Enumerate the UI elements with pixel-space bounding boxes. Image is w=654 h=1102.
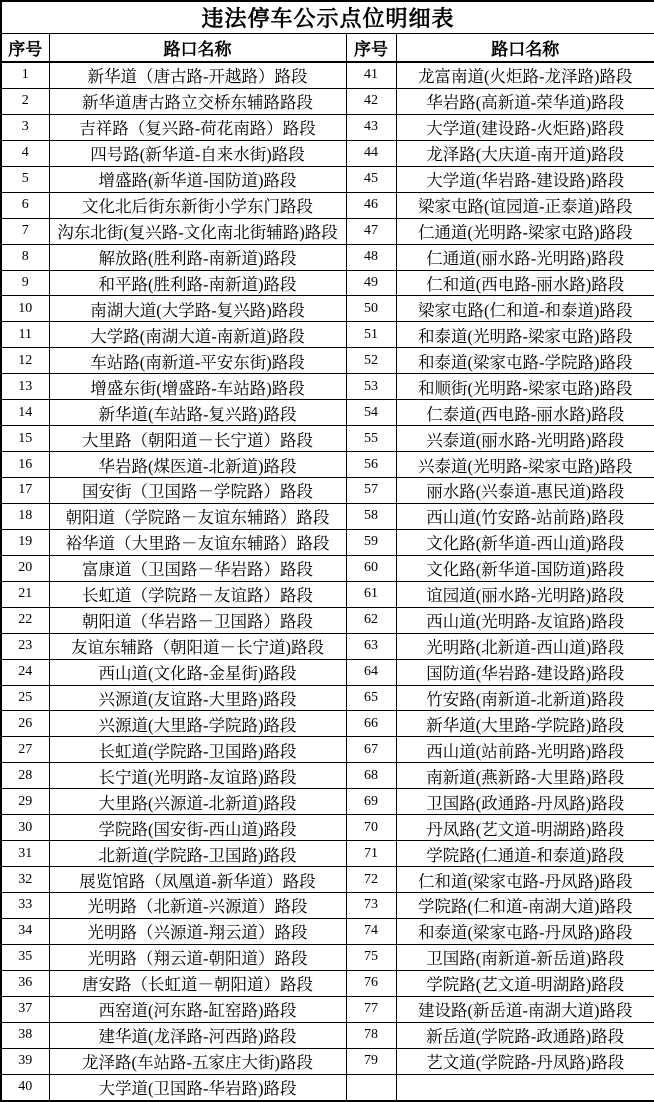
serial-cell: 28 — [1, 763, 49, 789]
road-name-cell: 竹安路(南新道-北新道)路段 — [396, 685, 654, 711]
serial-cell — [346, 1074, 396, 1101]
header-road-name-left: 路口名称 — [49, 34, 346, 63]
serial-cell: 47 — [346, 218, 396, 244]
table-row — [1, 166, 654, 192]
serial-cell: 46 — [346, 192, 396, 218]
table-row — [1, 452, 654, 478]
serial-cell: 45 — [346, 166, 396, 192]
serial-cell: 27 — [1, 737, 49, 763]
table-header-row — [1, 34, 654, 63]
road-name-cell: 兴泰道(丽水路-光明路)路段 — [396, 426, 654, 452]
road-name-cell: 和泰道(梁家屯路-学院路)路段 — [396, 348, 654, 374]
table-row — [1, 503, 654, 529]
road-name-cell: 和泰道(梁家屯路-丹凤路)路段 — [396, 918, 654, 944]
serial-cell: 25 — [1, 685, 49, 711]
serial-cell: 29 — [1, 789, 49, 815]
road-name-cell: 和顺街(光明路-梁家屯路)路段 — [396, 374, 654, 400]
road-name-cell: 新华道(大里路-学院路)路段 — [396, 711, 654, 737]
serial-cell: 22 — [1, 607, 49, 633]
serial-cell: 67 — [346, 737, 396, 763]
road-name-cell: 仁泰道(西电路-丽水路)路段 — [396, 400, 654, 426]
serial-cell: 64 — [346, 659, 396, 685]
serial-cell: 11 — [1, 322, 49, 348]
serial-cell: 20 — [1, 555, 49, 581]
serial-cell: 1 — [1, 62, 49, 88]
serial-cell: 48 — [346, 244, 396, 270]
table-row — [1, 374, 654, 400]
table-row — [1, 270, 654, 296]
serial-cell: 69 — [346, 789, 396, 815]
serial-cell: 77 — [346, 996, 396, 1022]
road-name-cell: 仁通道(光明路-梁家屯路)路段 — [396, 218, 654, 244]
serial-cell: 37 — [1, 996, 49, 1022]
road-name-cell: 仁和道(西电路-丽水路)路段 — [396, 270, 654, 296]
serial-cell: 10 — [1, 296, 49, 322]
table-title-row — [1, 1, 654, 34]
header-serial-right: 序号 — [346, 34, 396, 63]
table-row — [1, 140, 654, 166]
serial-cell: 63 — [346, 633, 396, 659]
table-row — [1, 996, 654, 1022]
serial-cell: 60 — [346, 555, 396, 581]
table-row — [1, 244, 654, 270]
road-name-cell — [396, 1074, 654, 1101]
serial-cell: 78 — [346, 1022, 396, 1048]
serial-cell: 3 — [1, 114, 49, 140]
table-row — [1, 581, 654, 607]
serial-cell: 13 — [1, 374, 49, 400]
road-name-cell: 吉祥路（复兴路-荷花南路）路段 — [49, 114, 346, 140]
table-row — [1, 478, 654, 504]
serial-cell: 50 — [346, 296, 396, 322]
table-row — [1, 918, 654, 944]
table-row — [1, 944, 654, 970]
serial-cell: 17 — [1, 478, 49, 504]
serial-cell: 7 — [1, 218, 49, 244]
road-name-cell: 光明路（兴源道-翔云道）路段 — [49, 918, 346, 944]
serial-cell: 26 — [1, 711, 49, 737]
serial-cell: 12 — [1, 348, 49, 374]
serial-cell: 54 — [346, 400, 396, 426]
road-name-cell: 龙富南道(火炬路-龙泽路)路段 — [396, 62, 654, 88]
road-name-cell: 学院路(仁通道-和泰道)路段 — [396, 841, 654, 867]
road-name-cell: 龙泽路(大庆道-南开道)路段 — [396, 140, 654, 166]
table-row — [1, 529, 654, 555]
road-name-cell: 西山道(光明路-友谊路)路段 — [396, 607, 654, 633]
table-row — [1, 711, 654, 737]
road-name-cell: 国安街（卫国路－学院路）路段 — [49, 478, 346, 504]
table-row — [1, 633, 654, 659]
road-name-cell: 北新道(学院路-卫国路)路段 — [49, 841, 346, 867]
table-row — [1, 607, 654, 633]
table-row — [1, 426, 654, 452]
serial-cell: 57 — [346, 478, 396, 504]
serial-cell: 49 — [346, 270, 396, 296]
road-name-cell: 西山道(竹安路-站前路)路段 — [396, 503, 654, 529]
table-row — [1, 970, 654, 996]
road-name-cell: 西山道(站前路-光明路)路段 — [396, 737, 654, 763]
road-name-cell: 南湖大道(大学路-复兴路)路段 — [49, 296, 346, 322]
serial-cell: 59 — [346, 529, 396, 555]
road-name-cell: 仁和道(梁家屯路-丹凤路)路段 — [396, 867, 654, 893]
serial-cell: 21 — [1, 581, 49, 607]
road-name-cell: 学院路(国安街-西山道)路段 — [49, 815, 346, 841]
road-name-cell: 四号路(新华道-自来水街)路段 — [49, 140, 346, 166]
serial-cell: 75 — [346, 944, 396, 970]
road-name-cell: 文化路(新华道-国防道)路段 — [396, 555, 654, 581]
road-name-cell: 西窑道(河东路-缸窑路)路段 — [49, 996, 346, 1022]
road-name-cell: 学院路(艺文道-明湖路)路段 — [396, 970, 654, 996]
table-row — [1, 1022, 654, 1048]
road-name-cell: 唐安路（长虹道－朝阳道）路段 — [49, 970, 346, 996]
serial-cell: 58 — [346, 503, 396, 529]
table-row — [1, 659, 654, 685]
road-name-cell: 朝阳道（学院路－友谊东辅路）路段 — [49, 503, 346, 529]
serial-cell: 56 — [346, 452, 396, 478]
road-name-cell: 大里路（朝阳道－长宁道）路段 — [49, 426, 346, 452]
table-row — [1, 88, 654, 114]
serial-cell: 73 — [346, 893, 396, 919]
table-row — [1, 400, 654, 426]
table-row — [1, 296, 654, 322]
road-name-cell: 大学道(华岩路-建设路)路段 — [396, 166, 654, 192]
serial-cell: 70 — [346, 815, 396, 841]
serial-cell: 5 — [1, 166, 49, 192]
serial-cell: 34 — [1, 918, 49, 944]
road-name-cell: 华岩路(高新道-荣华道)路段 — [396, 88, 654, 114]
road-name-cell: 卫国路(南新道-新岳道)路段 — [396, 944, 654, 970]
serial-cell: 36 — [1, 970, 49, 996]
road-name-cell: 长虹道（学院路－友谊路）路段 — [49, 581, 346, 607]
serial-cell: 79 — [346, 1048, 396, 1074]
road-name-cell: 建设路(新岳道-南湖大道)路段 — [396, 996, 654, 1022]
road-name-cell: 和泰道(光明路-梁家屯路)路段 — [396, 322, 654, 348]
serial-cell: 41 — [346, 62, 396, 88]
road-name-cell: 解放路(胜利路-南新道)路段 — [49, 244, 346, 270]
serial-cell: 52 — [346, 348, 396, 374]
serial-cell: 42 — [346, 88, 396, 114]
table-row — [1, 789, 654, 815]
serial-cell: 15 — [1, 426, 49, 452]
serial-cell: 39 — [1, 1048, 49, 1074]
road-name-cell: 展览馆路（凤凰道-新华道）路段 — [49, 867, 346, 893]
road-name-cell: 华岩路(煤医道-北新道)路段 — [49, 452, 346, 478]
road-name-cell: 南新道(燕新路-大里路)路段 — [396, 763, 654, 789]
table-row — [1, 841, 654, 867]
table-row — [1, 62, 654, 88]
road-name-cell: 裕华道（大里路－友谊东辅路）路段 — [49, 529, 346, 555]
serial-cell: 14 — [1, 400, 49, 426]
road-name-cell: 谊园道(丽水路-光明路)路段 — [396, 581, 654, 607]
serial-cell: 31 — [1, 841, 49, 867]
road-name-cell: 兴泰道(光明路-梁家屯路)路段 — [396, 452, 654, 478]
road-name-cell: 梁家屯路(仁和道-和泰道)路段 — [396, 296, 654, 322]
road-name-cell: 光明路（翔云道-朝阳道）路段 — [49, 944, 346, 970]
serial-cell: 62 — [346, 607, 396, 633]
serial-cell: 40 — [1, 1074, 49, 1101]
road-name-cell: 友谊东辅路（朝阳道－长宁道)路段 — [49, 633, 346, 659]
road-name-cell: 学院路(仁和道-南湖大道)路段 — [396, 893, 654, 919]
road-name-cell: 大学道(建设路-火炬路)路段 — [396, 114, 654, 140]
serial-cell: 61 — [346, 581, 396, 607]
serial-cell: 65 — [346, 685, 396, 711]
serial-cell: 8 — [1, 244, 49, 270]
road-name-cell: 兴源道(大里路-学院路)路段 — [49, 711, 346, 737]
serial-cell: 9 — [1, 270, 49, 296]
serial-cell: 53 — [346, 374, 396, 400]
header-road-name-right: 路口名称 — [396, 34, 654, 63]
road-name-cell: 文化路(新华道-西山道)路段 — [396, 529, 654, 555]
serial-cell: 38 — [1, 1022, 49, 1048]
serial-cell: 72 — [346, 867, 396, 893]
serial-cell: 19 — [1, 529, 49, 555]
table-row — [1, 555, 654, 581]
road-name-cell: 光明路(北新道-西山道)路段 — [396, 633, 654, 659]
road-name-cell: 增盛东街(增盛路-车站路)路段 — [49, 374, 346, 400]
serial-cell: 18 — [1, 503, 49, 529]
serial-cell: 76 — [346, 970, 396, 996]
serial-cell: 6 — [1, 192, 49, 218]
road-name-cell: 兴源道(友谊路-大里路)路段 — [49, 685, 346, 711]
table-row — [1, 1048, 654, 1074]
road-name-cell: 朝阳道（华岩路－卫国路）路段 — [49, 607, 346, 633]
road-name-cell: 文化北后街东新街小学东门路段 — [49, 192, 346, 218]
serial-cell: 68 — [346, 763, 396, 789]
road-name-cell: 长虹道(学院路-卫国路)路段 — [49, 737, 346, 763]
road-name-cell: 车站路(南新道-平安东街)路段 — [49, 348, 346, 374]
road-name-cell: 梁家屯路(谊园道-正泰道)路段 — [396, 192, 654, 218]
road-name-cell: 仁通道(丽水路-光明路)路段 — [396, 244, 654, 270]
road-name-cell: 国防道(华岩路-建设路)路段 — [396, 659, 654, 685]
serial-cell: 43 — [346, 114, 396, 140]
road-name-cell: 建华道(龙泽路-河西路)路段 — [49, 1022, 346, 1048]
road-name-cell: 艺文道(学院路-丹凤路)路段 — [396, 1048, 654, 1074]
road-name-cell: 和平路(胜利路-南新道)路段 — [49, 270, 346, 296]
table-row — [1, 815, 654, 841]
serial-cell: 44 — [346, 140, 396, 166]
serial-cell: 55 — [346, 426, 396, 452]
table-row — [1, 322, 654, 348]
page-title: 违法停车公示点位明细表 — [1, 1, 654, 34]
road-name-cell: 丹凤路(艺文道-明湖路)路段 — [396, 815, 654, 841]
serial-cell: 71 — [346, 841, 396, 867]
serial-cell: 33 — [1, 893, 49, 919]
road-name-cell: 富康道（卫国路－华岩路）路段 — [49, 555, 346, 581]
road-name-cell: 西山道(文化路-金星街)路段 — [49, 659, 346, 685]
road-name-cell: 增盛路(新华道-国防道)路段 — [49, 166, 346, 192]
table-row — [1, 192, 654, 218]
serial-cell: 16 — [1, 452, 49, 478]
serial-cell: 74 — [346, 918, 396, 944]
table-row — [1, 867, 654, 893]
serial-cell: 30 — [1, 815, 49, 841]
road-name-cell: 光明路（北新道-兴源道）路段 — [49, 893, 346, 919]
serial-cell: 35 — [1, 944, 49, 970]
road-name-cell: 大学道(卫国路-华岩路)路段 — [49, 1074, 346, 1101]
road-name-cell: 龙泽路(车站路-五家庄大街)路段 — [49, 1048, 346, 1074]
serial-cell: 2 — [1, 88, 49, 114]
table-body — [1, 62, 654, 1101]
road-name-cell: 卫国路(政通路-丹凤路)路段 — [396, 789, 654, 815]
road-name-cell: 沟东北街(复兴路-文化南北街辅路)路段 — [49, 218, 346, 244]
serial-cell: 66 — [346, 711, 396, 737]
serial-cell: 32 — [1, 867, 49, 893]
serial-cell: 23 — [1, 633, 49, 659]
table-row — [1, 737, 654, 763]
table-row — [1, 893, 654, 919]
table-row — [1, 1074, 654, 1101]
table-row — [1, 114, 654, 140]
road-name-cell: 新华道(车站路-复兴路)路段 — [49, 400, 346, 426]
table-row — [1, 218, 654, 244]
serial-cell: 51 — [346, 322, 396, 348]
road-name-cell: 新岳道(学院路-政通路)路段 — [396, 1022, 654, 1048]
table-row — [1, 348, 654, 374]
road-name-cell: 新华道（唐古路-开越路）路段 — [49, 62, 346, 88]
header-serial-left: 序号 — [1, 34, 49, 63]
road-name-cell: 大里路(兴源道-北新道)路段 — [49, 789, 346, 815]
road-name-cell: 丽水路(兴泰道-惠民道)路段 — [396, 478, 654, 504]
serial-cell: 24 — [1, 659, 49, 685]
serial-cell: 4 — [1, 140, 49, 166]
road-name-cell: 新华道唐古路立交桥东辅路路段 — [49, 88, 346, 114]
road-name-cell: 长宁道(光明路-友谊路)路段 — [49, 763, 346, 789]
table-row — [1, 685, 654, 711]
table-row — [1, 763, 654, 789]
road-name-cell: 大学路(南湖大道-南新道)路段 — [49, 322, 346, 348]
